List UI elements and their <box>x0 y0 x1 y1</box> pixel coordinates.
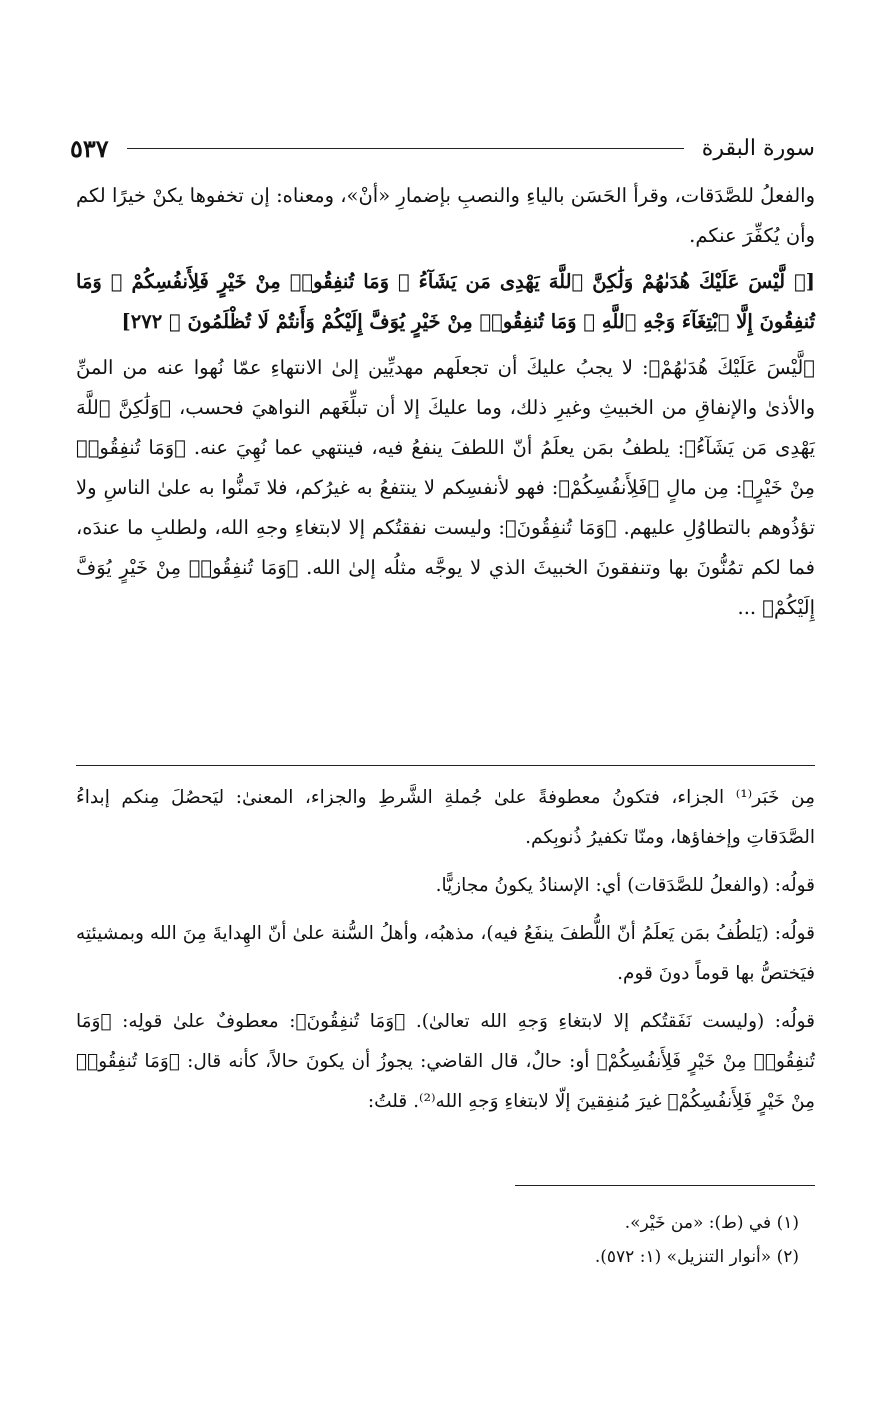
page-header <box>70 128 815 168</box>
section-divider <box>76 765 815 766</box>
main-text <box>76 176 815 634</box>
commentary-paragraph: قولُه: (يَلطُفُ بمَن يَعلَمُ أنّ اللُّطفَ ينفَعُ فيه)، مذهبُه، وأهلُ السُّنة علىٰ أنّ الهِدايةَ مِنَ الله وبمشيئتِه فيَختصُّ بها قوماً دونَ قوم. <box>76 923 815 984</box>
page-number: ٥٣٧ <box>70 133 109 163</box>
paragraph-tafsir: ﴿لَّيْسَ عَلَيْكَ هُدَىٰهُمْ﴾: لا يجبُ عليكَ أن تجعلَهم مهديِّين إلىٰ الانتهاءِ عمّا نُهوا عنه من المنِّ والأذىٰ والإنفاقِ من الخبيثِ وغيرِ ذلك، وما عليكَ إلا أن تبلِّغَهم النواهيَ فحسب، ﴿وَلَٰكِنَّ ٱللَّهَ يَهْدِى مَن يَشَآءُ﴾: يلطفُ بمَن يعلَمُ أنّ اللطفَ ينفعُ فيه، فينتهي عما نُهِيَ عنه. ﴿وَمَا تُنفِقُوا۟ مِنْ خَيْرٍ﴾: مِن مالٍ ﴿فَلِأَنفُسِكُمْ﴾: فهو لأنفسِكم لا ينتفعُ به غيرُكم، فلا تَمنُّوا به علىٰ الناسِ ولا تؤذُوهم بالتطاوُلِ عليهم. ﴿وَمَا تُنفِقُونَ﴾: وليست نفقتُكم إلا لابتغاءِ وجهِ الله، ولطلبِ ما عندَه، فما لكم تمُنُّونَ بها وتنفقونَ الخبيثَ الذي لا يوجَّه مثلُه إلىٰ الله. ﴿وَمَا تُنفِقُوا۟ مِنْ خَيْرٍ يُوَفَّ إِلَيْكُمْ﴾ ... <box>76 356 815 619</box>
footnote: (٢) «أنوار التنزيل» (١: ٥٧٢). <box>594 1247 799 1267</box>
footnotes <box>76 1206 799 1274</box>
commentary-paragraph: مِن خَبَر⁽¹⁾ الجزاء، فتكونُ معطوفةً علىٰ جُملةِ الشَّرطِ والجزاء، المعنىٰ: ليَحصُلَ مِنكم إبداءُ الصَّدَقاتِ وإخفاؤها، ومنّا تكفيرُ ذُنوبِكم. <box>76 787 815 848</box>
commentary-text <box>76 778 815 1130</box>
paragraph-intro: والفعلُ للصَّدَقات، وقرأ الحَسَن بالياءِ والنصبِ بإضمارِ «أنْ»، ومعناه: إن تخفوها يكنْ خيرًا لكم وأن يُكفِّرَ عنكم. <box>76 184 815 247</box>
footnote-divider <box>515 1185 815 1186</box>
header-rule <box>127 148 684 149</box>
commentary-paragraph: قولُه: (والفعلُ للصَّدَقات) أي: الإسنادُ يكونُ مجازيًّا. <box>435 875 815 896</box>
commentary-paragraph: قولُه: (وليست نَفَقتُكم إلا لابتغاءِ وَجهِ الله تعالىٰ). ﴿وَمَا تُنفِقُونَ﴾: معطوفٌ علىٰ قولِه: ﴿وَمَا تُنفِقُوا۟ مِنْ خَيْرٍ فَلِأَنفُسِكُمْ﴾ أو: حالٌ، قال القاضي: يجوزُ أن يكونَ حالاً، كأنه قال: ﴿وَمَا تُنفِقُوا۟ مِنْ خَيْرٍ فَلِأَنفُسِكُمْ﴾ غيرَ مُنفِقينَ إلّا لابتغاءِ وَجهِ الله⁽²⁾. قلتُ: <box>76 1011 815 1112</box>
footnote: (١) في (ط): «من خَيْر». <box>624 1213 799 1233</box>
running-title: سورة البقرة <box>701 135 815 161</box>
quran-verse: [﴿ لَّيْسَ عَلَيْكَ هُدَىٰهُمْ وَلَٰكِنَّ ٱللَّهَ يَهْدِى مَن يَشَآءُ ۗ وَمَا تُنفِقُوا۟ مِنْ خَيْرٍ فَلِأَنفُسِكُمْ ۚ وَمَا تُنفِقُونَ إِلَّا ٱبْتِغَآءَ وَجْهِ ٱللَّهِ ۚ وَمَا تُنفِقُوا۟ مِنْ خَيْرٍ يُوَفَّ إِلَيْكُمْ وَأَنتُمْ لَا تُظْلَمُونَ ﴾ ٢٧٢] <box>76 270 815 333</box>
